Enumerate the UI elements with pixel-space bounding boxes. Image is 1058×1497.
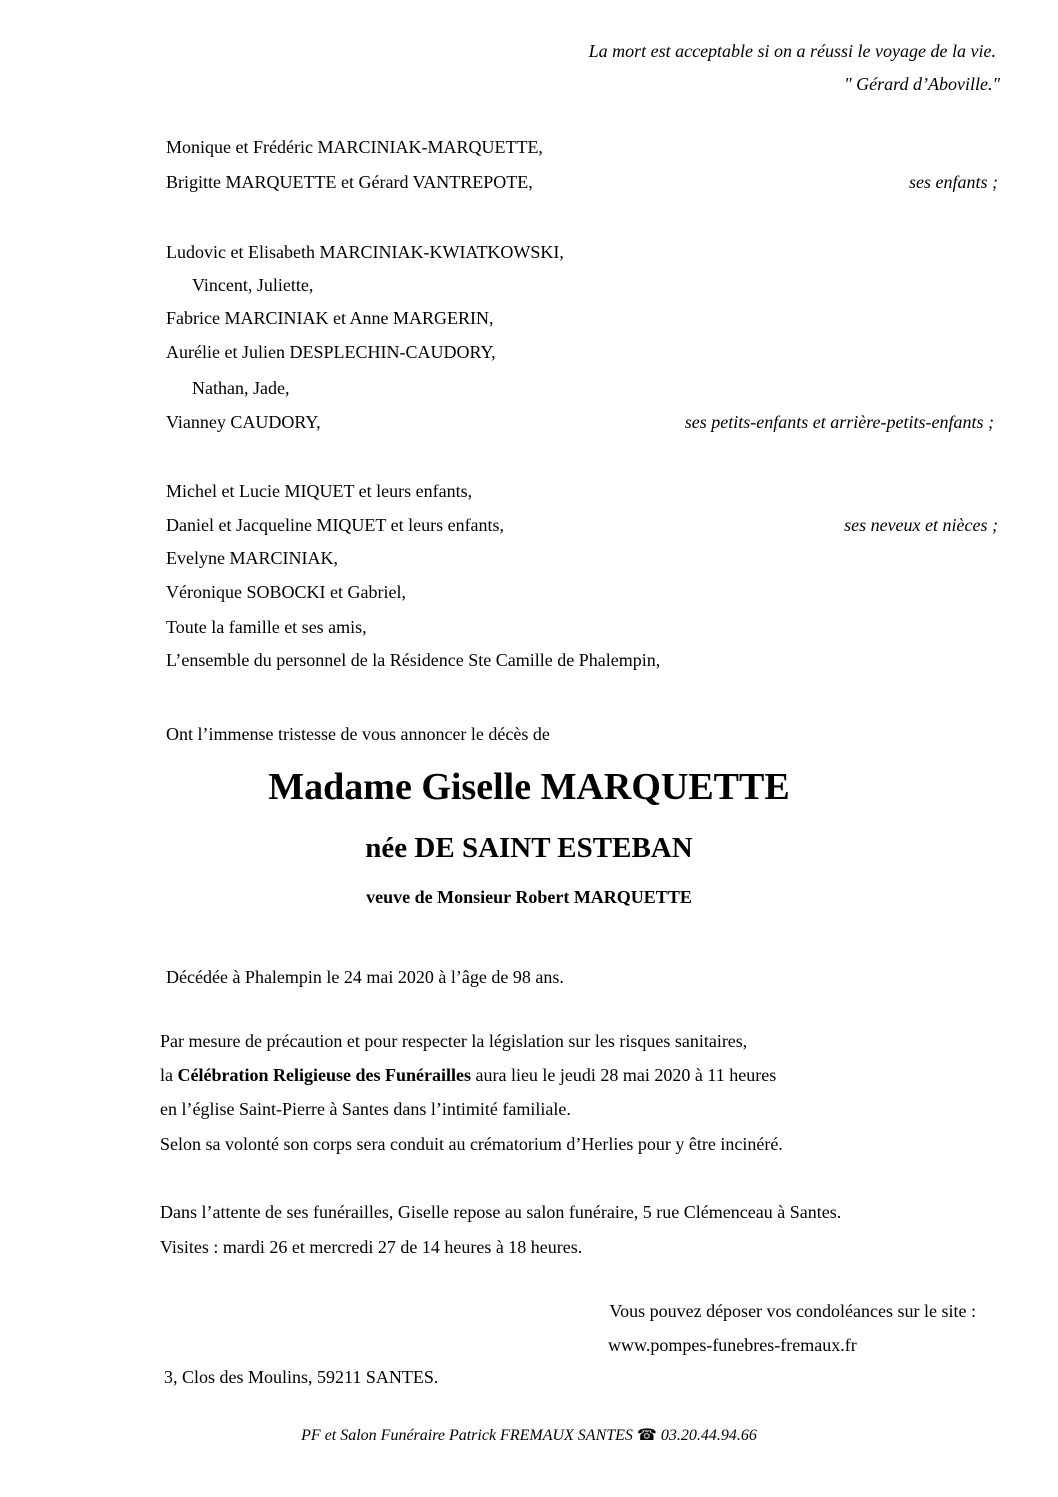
grandchildren-line-2: Vincent, Juliette,	[192, 275, 314, 295]
deceased-name: Madame Giselle MARQUETTE	[268, 766, 790, 808]
ceremony-line-4: Selon sa volonté son corps sera conduit au crématorium d’Herlies pour y être incinéré.	[160, 1134, 783, 1154]
grandchildren-line-5: Nathan, Jade,	[192, 378, 290, 398]
announcement-text: Ont l’immense tristesse de vous annoncer le décès de	[166, 724, 550, 744]
relatives-line-1: Michel et Lucie MIQUET et leurs enfants,	[166, 481, 473, 501]
deceased-maiden-name: née DE SAINT ESTEBAN	[365, 832, 693, 864]
condolences-text: Vous pouvez déposer vos condoléances sur le site :	[609, 1301, 976, 1321]
footer	[0, 1425, 1058, 1447]
children-line-1: Monique et Frédéric MARCINIAK-MARQUETTE,	[166, 137, 543, 157]
children-role: ses enfants ;	[909, 172, 998, 192]
ceremony-line-2-prefix: la	[160, 1065, 178, 1085]
relatives-role: ses neveux et nièces ;	[844, 515, 998, 535]
ceremony-line-3: en l’église Saint-Pierre à Santes dans l’intimité familiale.	[160, 1099, 571, 1119]
footer-phone: 03.20.44.94.66	[660, 1427, 757, 1444]
ceremony-line-1: Par mesure de précaution et pour respecter la législation sur les risques sanitaires,	[160, 1031, 748, 1051]
children-line-2: Brigitte MARQUETTE et Gérard VANTREPOTE,	[166, 172, 533, 192]
grandchildren-line-6: Vianney CAUDORY,	[166, 412, 321, 432]
condolences-website-link[interactable]: www.pompes-funebres-fremaux.fr	[608, 1335, 857, 1355]
death-info: Décédée à Phalempin le 24 mai 2020 à l’âge de 98 ans.	[166, 967, 564, 987]
footer-company: PF et Salon Funéraire Patrick FREMAUX SANTES	[301, 1427, 633, 1444]
ceremony-line-2-suffix: aura lieu le jeudi 28 mai 2020 à 11 heures	[470, 1065, 777, 1085]
visits-line-1: Dans l’attente de ses funérailles, Giselle repose au salon funéraire, 5 rue Clémenceau à Santes.	[160, 1202, 842, 1222]
relatives-line-4: Véronique SOBOCKI et Gabriel,	[166, 582, 406, 602]
phone-icon: ☎	[636, 1427, 657, 1444]
address: 3, Clos des Moulins, 59211 SANTES.	[164, 1367, 439, 1387]
epigraph-author: " Gérard d’Aboville."	[844, 74, 1000, 94]
ceremony-line-2	[160, 1064, 776, 1086]
relatives-line-2: Daniel et Jacqueline MIQUET et leurs enfants,	[166, 515, 505, 535]
visits-line-2: Visites : mardi 26 et mercredi 27 de 14 heures à 18 heures.	[160, 1237, 583, 1257]
deceased-widow-of: veuve de Monsieur Robert MARQUETTE	[366, 887, 692, 907]
relatives-line-5: Toute la famille et ses amis,	[166, 617, 367, 637]
relatives-line-3: Evelyne MARCINIAK,	[166, 548, 338, 568]
grandchildren-role: ses petits-enfants et arrière-petits-enfants ;	[684, 412, 994, 432]
grandchildren-line-3: Fabrice MARCINIAK et Anne MARGERIN,	[166, 308, 494, 328]
ceremony-title: Célébration Religieuse des Funérailles	[177, 1065, 471, 1085]
grandchildren-line-1: Ludovic et Elisabeth MARCINIAK-KWIATKOWSKI,	[166, 242, 564, 262]
relatives-line-6: L’ensemble du personnel de la Résidence Ste Camille de Phalempin,	[166, 650, 661, 670]
epigraph-quote: La mort est acceptable si on a réussi le voyage de la vie.	[588, 41, 996, 61]
grandchildren-line-4: Aurélie et Julien DESPLECHIN-CAUDORY,	[166, 342, 496, 362]
